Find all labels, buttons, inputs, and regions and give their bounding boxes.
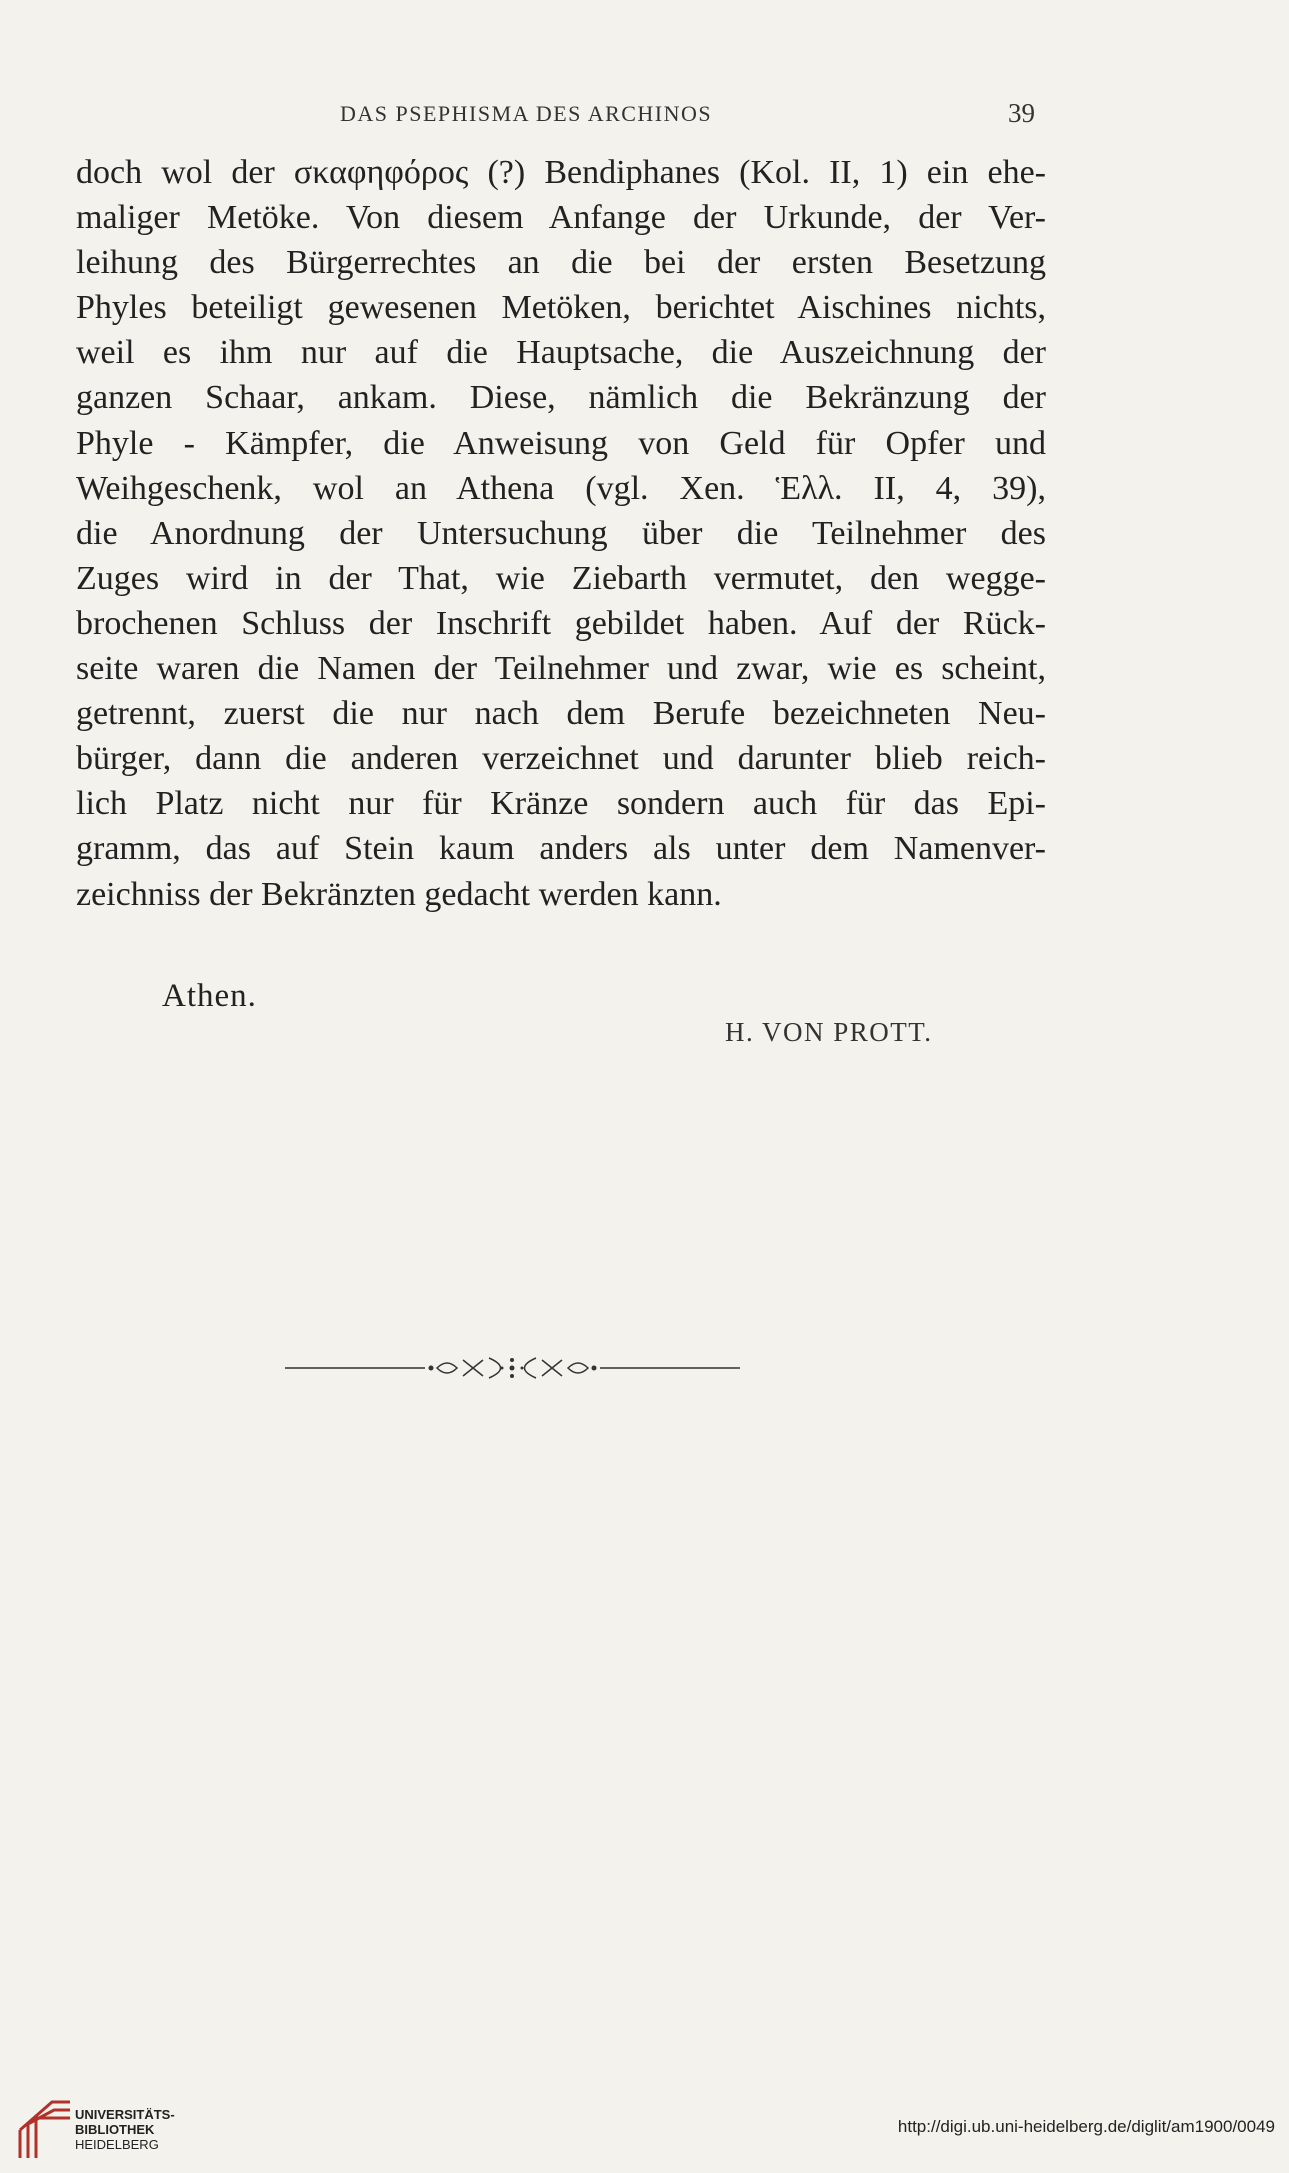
source-url-link[interactable]: http://digi.ub.uni-heidelberg.de/diglit/am1900/0049 — [897, 2117, 1275, 2136]
text-line: gramm, das auf Stein kaum anders als unter dem Namenver- — [76, 830, 1046, 868]
ornament-divider-icon — [285, 1350, 740, 1386]
text-line: seite waren die Namen der Teilnehmer und zwar, wie es scheint, — [76, 650, 1046, 688]
author-signature: H. VON PROTT. — [725, 1017, 933, 1047]
text-line: Phyles beteiligt gewesenen Metöken, berichtet Aischines nichts, — [76, 289, 1046, 327]
text-line: die Anordnung der Untersuchung über die Teilnehmer des — [76, 514, 1046, 552]
running-title: DAS PSEPHISMA DES ARCHINOS — [340, 101, 713, 126]
place-of-writing: Athen. — [162, 978, 257, 1014]
text-line: brochenen Schluss der Inschrift gebildet haben. Auf der Rück- — [76, 604, 1046, 642]
text-line: Zuges wird in der That, wie Ziebarth vermutet, den wegge- — [76, 559, 1046, 597]
text-line: maliger Metöke. Von diesem Anfange der Urkunde, der Ver- — [76, 199, 1046, 237]
text-line: Weihgeschenk, wol an Athena (vgl. Xen. Ἑλλ. II, 4, 39), — [76, 469, 1046, 507]
page-number: 39 — [1008, 98, 1035, 128]
text-line: zeichniss der Bekränzten gedacht werden kann. — [76, 875, 722, 913]
text-line: getrennt, zuerst die nur nach dem Berufe bezeichneten Neu- — [76, 695, 1046, 733]
body-text — [76, 150, 1046, 917]
text-line: ganzen Schaar, ankam. Diese, nämlich die Bekränzung der — [76, 379, 1046, 417]
text-line: doch wol der σκαφηφόρος (?) Bendiphanes (Kol. II, 1) ein ehe- — [76, 154, 1046, 191]
library-logo-icon — [12, 2090, 72, 2160]
text-line: leihung des Bürgerrechtes an die bei der ersten Besetzung — [76, 244, 1046, 282]
library-name — [75, 2107, 175, 2152]
text-line: bürger, dann die anderen verzeichnet und darunter blieb reich- — [76, 740, 1046, 778]
text-line: Phyle - Kämpfer, die Anweisung von Geld für Opfer und — [76, 424, 1046, 462]
library-name-line: HEIDELBERG — [75, 2137, 159, 2152]
text-line: weil es ihm nur auf die Hauptsache, die Auszeichnung der — [76, 334, 1046, 372]
text-line: lich Platz nicht nur für Kränze sondern auch für das Epi- — [76, 785, 1046, 823]
library-name-line: UNIVERSITÄTS- — [75, 2107, 175, 2122]
library-name-line: BIBLIOTHEK — [75, 2122, 155, 2137]
